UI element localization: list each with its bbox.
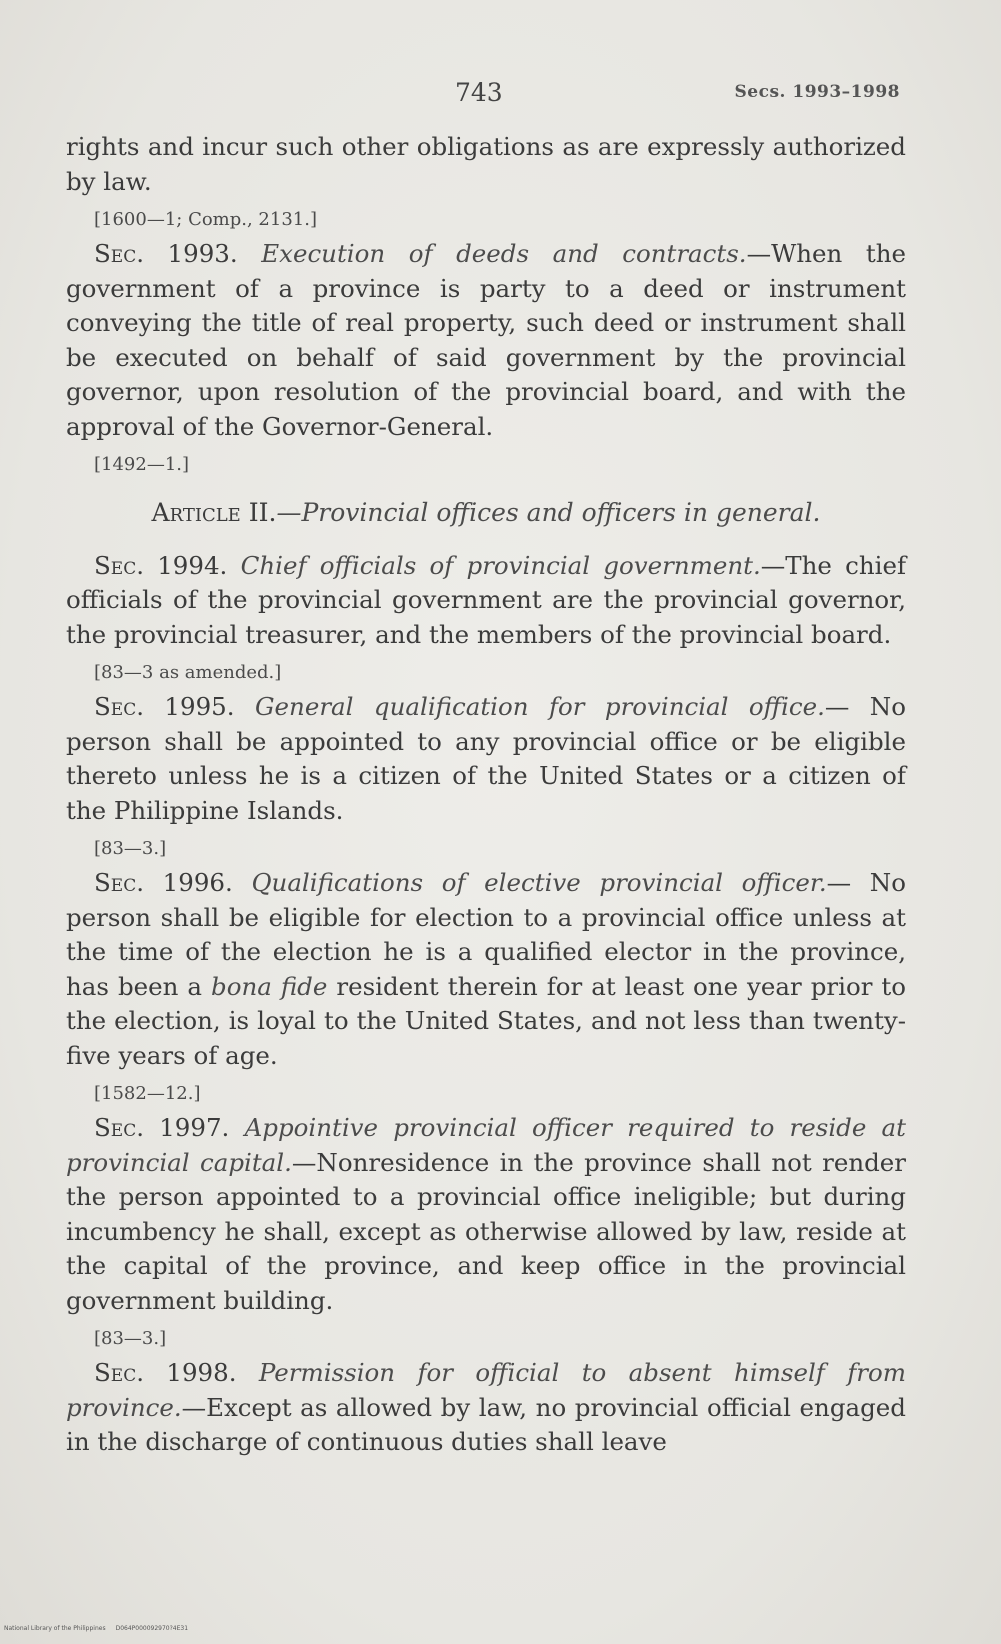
section-text: —When the government of a province is party to a deed or instrument conveying the title of real property, such deed or instrument shall be executed on behalf of said government by the provincial governor, upon resolution of the provincial board, and with the approval of the Governor-General. [66,239,906,441]
section-text: — No person shall be eligible for election to a provincial office unless at the time of the election he is a qualified elector in the province, has been a [66,868,907,1001]
scan-footer [4,1625,188,1632]
scan-id: D064P000092970?4E31 [115,1625,189,1632]
section-title: Qualifications of elective provincial officer. [251,868,827,897]
section-1996 [66,866,906,1073]
citation: [1600—1; Comp., 2131.] [94,209,317,230]
section-title: Appointive provincial officer required to reside at provincial capital. [66,1113,906,1177]
library-credit: National Library of the Philippines [4,1625,106,1632]
paragraph-text: rights and incur such other obligations as are expressly authorized by law. [66,132,906,196]
section-1997 [66,1111,906,1318]
section-text: — No person shall be appointed to any provincial office or be eligible thereto unless he is a citizen of the United States or a citizen of the Philippine Islands. [66,692,907,825]
section-1998 [66,1356,906,1460]
section-label: Sec. 1993. [94,239,238,268]
section-1994 [66,549,906,653]
running-head: Secs. 1993–1998 [734,82,900,102]
citation: [1492—1.] [94,454,190,475]
page-number: 743 [455,78,503,107]
page-header [60,78,900,114]
section-text: —Nonresidence in the province shall not render the person appointed to a provincial office ineligible; but during incumbency he shall, except as otherwise allowed by law, reside at the capital of the province, and keep office in the provincial government building. [66,1147,906,1315]
section-text: —Except as allowed by law, no provincial official engaged in the discharge of continuous duties shall leave [66,1392,906,1456]
article-title: —Provincial offices and officers in general. [276,498,821,527]
section-text: resident therein for at least one year prior to the election, is loyal to the United States, and not less than twenty-five years of age. [66,971,906,1070]
section-title: Chief officials of provincial government. [240,550,761,580]
citation: [1582—12.] [94,1083,201,1104]
article-heading [66,496,906,531]
section-title: Permission for official to absent himself from province. [66,1358,906,1422]
section-title: General qualification for provincial office. [254,692,825,721]
citation: [83—3 as amended.] [94,662,282,683]
section-label: Sec. 1995. [94,692,235,721]
section-1993 [66,237,906,444]
paragraph-continuation [66,130,906,199]
section-title: Execution of deeds and contracts. [261,239,747,268]
citation: [83—3.] [94,1328,167,1349]
section-label: Sec. 1996. [94,868,233,897]
article-label: Article II. [151,498,277,527]
section-text: —The chief officials of the provincial government are the provincial governor, the provincial treasurer, and the members of the provincial board. [66,550,907,649]
section-label: Sec. 1998. [94,1358,237,1387]
citation: [83—3.] [94,838,167,859]
section-1995 [66,690,906,828]
section-label: Sec. 1997. [94,1113,230,1142]
section-label: Sec. 1994. [94,550,228,580]
section-text-italic: bona fide [211,971,328,1001]
page-content [66,130,906,1460]
